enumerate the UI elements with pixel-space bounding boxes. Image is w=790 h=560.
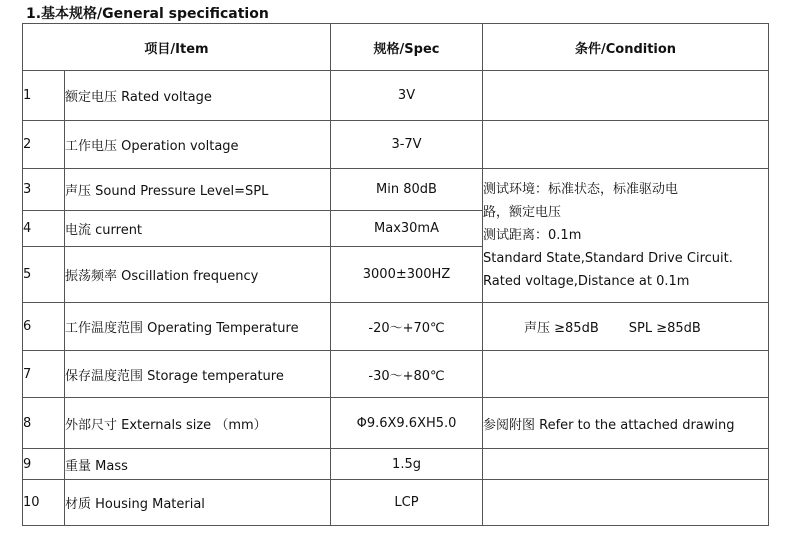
row-spec: Min 80dB (331, 169, 483, 211)
row-item: 重量 Mass (65, 449, 331, 480)
row-number: 10 (23, 480, 65, 526)
row-number: 8 (23, 398, 65, 449)
condition-spl-en: SPL ≥85dB (628, 321, 701, 336)
table-row (23, 398, 769, 449)
condition-line: 测试环境：标准状态，标准驱动电 (483, 182, 679, 197)
table-row (23, 169, 769, 211)
row-item: 工作温度范围 Operating Temperature (65, 303, 331, 351)
row-spec: 1.5g (331, 449, 483, 480)
row-condition: 参阅附图 Refer to the attached drawing (483, 398, 769, 449)
row-spec: LCP (331, 480, 483, 526)
row-number: 9 (23, 449, 65, 480)
table-row (23, 449, 769, 480)
condition-spl-cn: 声压 ≥85dB (524, 321, 599, 336)
row-spec: 3-7V (331, 121, 483, 169)
row-condition (483, 121, 769, 169)
header-spec: 规格/Spec (331, 24, 483, 71)
row-number: 7 (23, 351, 65, 398)
condition-line: Rated voltage,Distance at 0.1m (483, 274, 690, 289)
row-item: 电流 current (65, 211, 331, 247)
row-spec: -20～+70℃ (331, 303, 483, 351)
row-spec: 3000±300HZ (331, 247, 483, 303)
row-condition (483, 351, 769, 398)
row-item: 工作电压 Operation voltage (65, 121, 331, 169)
row-item: 保存温度范围 Storage temperature (65, 351, 331, 398)
row-item: 额定电压 Rated voltage (65, 71, 331, 121)
row-condition (483, 71, 769, 121)
row-number: 2 (23, 121, 65, 169)
row-item: 外部尺寸 Externals size （mm） (65, 398, 331, 449)
row-spec: 3V (331, 71, 483, 121)
row-condition (483, 480, 769, 526)
row-condition (483, 449, 769, 480)
condition-line: 测试距离：0.1m (483, 228, 582, 243)
section-heading: 1.基本规格/General specification (26, 6, 269, 22)
row-item: 材质 Housing Material (65, 480, 331, 526)
row-number: 1 (23, 71, 65, 121)
row-number: 5 (23, 247, 65, 303)
table-row (23, 351, 769, 398)
header-condition: 条件/Condition (483, 24, 769, 71)
row-spec: Max30mA (331, 211, 483, 247)
condition-line: Standard State,Standard Drive Circuit. (483, 251, 733, 266)
row-number: 4 (23, 211, 65, 247)
table-row (23, 121, 769, 169)
table-row (23, 303, 769, 351)
merged-condition-cell (483, 169, 769, 303)
condition-line: 路，额定电压 (483, 205, 562, 220)
row-number: 6 (23, 303, 65, 351)
row-spec: -30～+80℃ (331, 351, 483, 398)
row-number: 3 (23, 169, 65, 211)
table-row (23, 480, 769, 526)
row-item: 振荡频率 Oscillation frequency (65, 247, 331, 303)
row-item: 声压 Sound Pressure Level=SPL (65, 169, 331, 211)
row-spec: Φ9.6X9.6XH5.0 (331, 398, 483, 449)
table-row (23, 71, 769, 121)
table-header-row (23, 24, 769, 71)
spec-table (22, 23, 769, 526)
row-condition (483, 303, 769, 351)
header-item: 项目/Item (23, 24, 331, 71)
